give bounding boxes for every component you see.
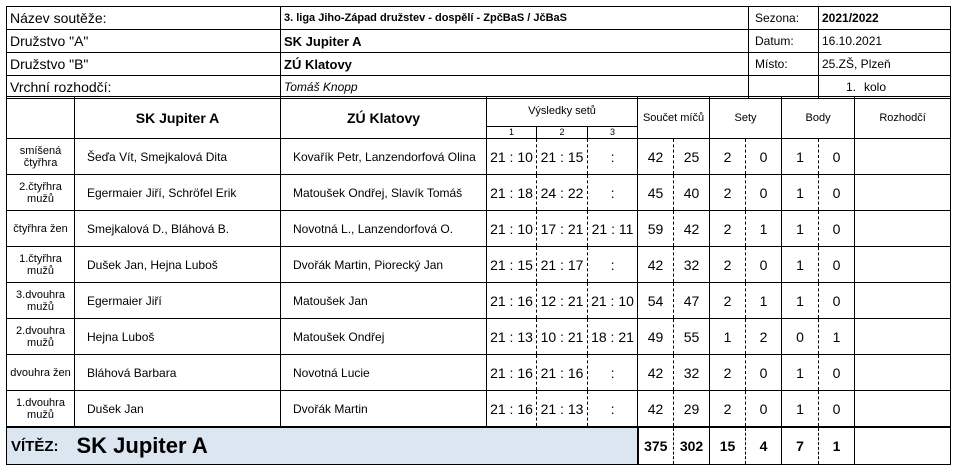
team-a-column-header: SK Jupiter A: [75, 97, 281, 139]
competition-label: Název soutěže:: [7, 7, 281, 30]
points-a: 1: [782, 247, 819, 283]
points-a: 1: [782, 391, 819, 428]
balls-a: 54: [638, 283, 674, 319]
total-balls-a: 375: [638, 427, 674, 465]
set-3-score: :: [588, 391, 638, 428]
set-2-score: 21 : 13: [537, 391, 588, 428]
umpire: [855, 211, 951, 247]
winner-cell: [7, 427, 638, 465]
balls-b: 55: [674, 319, 710, 355]
match-row: [7, 391, 951, 428]
referee-value: Tomáš Knopp: [281, 76, 749, 99]
player-a: Hejna Luboš: [75, 319, 281, 355]
umpire: [855, 391, 951, 428]
balls-a: 49: [638, 319, 674, 355]
balls-b: 32: [674, 355, 710, 391]
points-b: 0: [819, 175, 855, 211]
player-b: Novotná L., Lanzendorfová O.: [281, 211, 487, 247]
player-a: Dušek Jan: [75, 391, 281, 428]
balls-b: 47: [674, 283, 710, 319]
umpire-header: Rozhodčí: [855, 97, 951, 139]
sets-b: 1: [746, 211, 782, 247]
points-b: 0: [819, 139, 855, 175]
team-a-label: Družstvo "A": [7, 30, 281, 53]
team-b-value: ZÚ Klatovy: [281, 53, 749, 76]
match-row: [7, 211, 951, 247]
sets-a: 2: [710, 391, 746, 428]
points-b: 0: [819, 283, 855, 319]
round-label: kolo: [864, 80, 887, 94]
umpire: [855, 247, 951, 283]
player-a: Šeďa Vít, Smejkalová Dita: [75, 139, 281, 175]
total-points-a: 7: [782, 427, 819, 465]
set-1-header: 1: [487, 126, 537, 138]
points-a: 0: [782, 319, 819, 355]
player-b: Dvořák Martin: [281, 391, 487, 428]
sets-b: 0: [746, 247, 782, 283]
set-3-score: :: [588, 175, 638, 211]
sets-b: 2: [746, 319, 782, 355]
total-balls-b: 302: [674, 427, 710, 465]
referee-label: Vrchní rozhodčí:: [7, 76, 281, 99]
balls-b: 40: [674, 175, 710, 211]
season-label: Sezona:: [749, 7, 819, 30]
set-2-score: 12 : 21: [537, 283, 588, 319]
balls-b: 32: [674, 247, 710, 283]
match-category: čtyřhra žen: [7, 211, 75, 247]
player-a: Bláhová Barbara: [75, 355, 281, 391]
player-a: Dušek Jan, Hejna Luboš: [75, 247, 281, 283]
winner-name: SK Jupiter A: [76, 433, 208, 458]
balls-a: 42: [638, 139, 674, 175]
player-a: Egermaier Jiří: [75, 283, 281, 319]
balls-a: 42: [638, 247, 674, 283]
sets-a: 2: [710, 355, 746, 391]
winner-label: VÍTĚZ:: [11, 438, 59, 455]
set-1-score: 21 : 16: [487, 283, 537, 319]
shuttle-sum-header: Součet míčů: [638, 97, 710, 139]
balls-b: 29: [674, 391, 710, 428]
set-2-score: 17 : 21: [537, 211, 588, 247]
umpire: [855, 319, 951, 355]
sets-header: Sety: [710, 97, 782, 139]
points-b: 0: [819, 247, 855, 283]
set-results-header: Výsledky setů: [487, 97, 638, 127]
balls-a: 59: [638, 211, 674, 247]
match-category: 2.čtyřhra mužů: [7, 175, 75, 211]
points-b: 1: [819, 319, 855, 355]
match-row: [7, 139, 951, 175]
umpire: [855, 283, 951, 319]
set-1-score: 21 : 10: [487, 139, 537, 175]
points-b: 0: [819, 211, 855, 247]
set-3-score: 18 : 21: [588, 319, 638, 355]
set-3-score: :: [588, 247, 638, 283]
team-a-value: SK Jupiter A: [281, 30, 749, 53]
player-a: Smejkalová D., Bláhová B.: [75, 211, 281, 247]
umpire: [855, 139, 951, 175]
balls-a: 45: [638, 175, 674, 211]
match-row: [7, 355, 951, 391]
player-b: Novotná Lucie: [281, 355, 487, 391]
sets-a: 2: [710, 139, 746, 175]
set-1-score: 21 : 16: [487, 391, 537, 428]
match-category: dvouhra žen: [7, 355, 75, 391]
player-a: Egermaier Jiří, Schröfel Erik: [75, 175, 281, 211]
umpire: [855, 355, 951, 391]
set-2-header: 2: [537, 126, 588, 138]
set-1-score: 21 : 15: [487, 247, 537, 283]
points-b: 0: [819, 355, 855, 391]
category-header: [7, 97, 75, 139]
total-points-b: 1: [819, 427, 855, 465]
match-row: [7, 247, 951, 283]
team-b-column-header: ZÚ Klatovy: [281, 97, 487, 139]
points-a: 1: [782, 283, 819, 319]
match-category: 1.čtyřhra mužů: [7, 247, 75, 283]
points-b: 0: [819, 391, 855, 428]
total-sets-b: 4: [746, 427, 782, 465]
set-2-score: 21 : 17: [537, 247, 588, 283]
results-table: [6, 96, 951, 465]
sets-a: 2: [710, 283, 746, 319]
round-number: 1.: [845, 80, 856, 94]
set-3-score: 21 : 10: [588, 283, 638, 319]
set-2-score: 21 : 15: [537, 139, 588, 175]
team-b-label: Družstvo "B": [7, 53, 281, 76]
player-b: Matoušek Ondřej: [281, 319, 487, 355]
place-label: Místo:: [749, 53, 819, 76]
match-category: 1.dvouhra mužů: [7, 391, 75, 428]
match-category: 2.dvouhra mužů: [7, 319, 75, 355]
match-category: smíšená čtyřhra: [7, 139, 75, 175]
set-3-header: 3: [588, 126, 638, 138]
set-2-score: 24 : 22: [537, 175, 588, 211]
date-label: Datum:: [749, 30, 819, 53]
match-row: [7, 175, 951, 211]
points-a: 1: [782, 139, 819, 175]
balls-a: 42: [638, 391, 674, 428]
season-value: 2021/2022: [819, 7, 951, 30]
player-b: Dvořák Martin, Piorecký Jan: [281, 247, 487, 283]
sets-b: 0: [746, 175, 782, 211]
balls-b: 25: [674, 139, 710, 175]
set-2-score: 10 : 21: [537, 319, 588, 355]
total-sets-a: 15: [710, 427, 746, 465]
set-3-score: :: [588, 355, 638, 391]
sets-b: 0: [746, 355, 782, 391]
match-row: [7, 319, 951, 355]
match-row: [7, 283, 951, 319]
sets-b: 1: [746, 283, 782, 319]
header-table: [6, 6, 951, 99]
set-3-score: 21 : 11: [588, 211, 638, 247]
set-1-score: 21 : 16: [487, 355, 537, 391]
player-b: Matoušek Jan: [281, 283, 487, 319]
points-a: 1: [782, 175, 819, 211]
balls-b: 42: [674, 211, 710, 247]
place-value: 25.ZŠ, Plzeň: [819, 53, 951, 76]
total-umpire: [855, 427, 951, 465]
sets-b: 0: [746, 391, 782, 428]
player-b: Kovařík Petr, Lanzendorfová Olina: [281, 139, 487, 175]
set-3-score: :: [588, 139, 638, 175]
umpire: [855, 175, 951, 211]
set-1-score: 21 : 13: [487, 319, 537, 355]
points-a: 1: [782, 211, 819, 247]
sets-a: 2: [710, 211, 746, 247]
set-1-score: 21 : 10: [487, 211, 537, 247]
sets-a: 2: [710, 247, 746, 283]
set-2-score: 21 : 16: [537, 355, 588, 391]
balls-a: 42: [638, 355, 674, 391]
match-category: 3.dvouhra mužů: [7, 283, 75, 319]
sets-a: 2: [710, 175, 746, 211]
sets-a: 1: [710, 319, 746, 355]
competition-value: 3. liga Jiho-Západ družstev - dospělí - ZpčBaS / JčBaS: [281, 7, 749, 30]
date-value: 16.10.2021: [819, 30, 951, 53]
set-1-score: 21 : 18: [487, 175, 537, 211]
points-a: 1: [782, 355, 819, 391]
player-b: Matoušek Ondřej, Slavík Tomáš: [281, 175, 487, 211]
sets-b: 0: [746, 139, 782, 175]
points-header: Body: [782, 97, 855, 139]
